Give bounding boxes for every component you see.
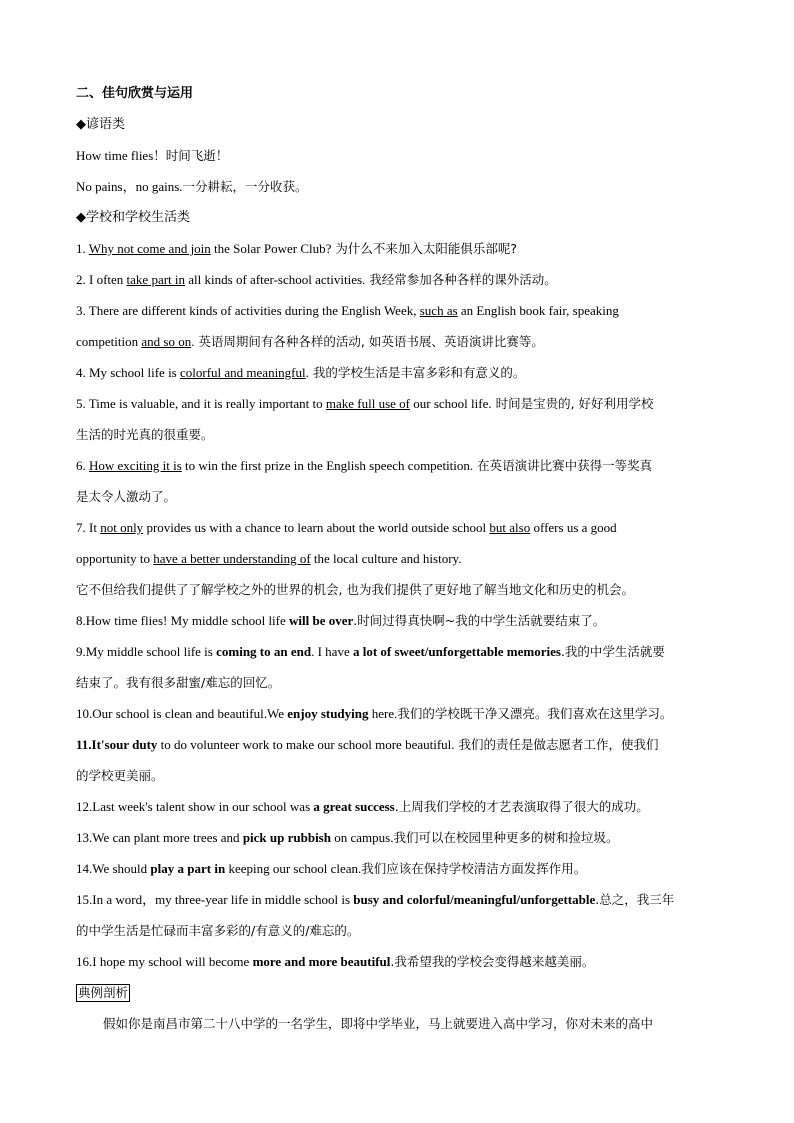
- sentence-4: 4. My school life is colorful and meaningful. 我的学校生活是丰富多彩和有意义的。: [76, 365, 526, 380]
- proverb-2: No pains，no gains.一分耕耘，一分收获。: [76, 179, 308, 194]
- sentence-11: 11.It'sour duty to do volunteer work to make our school more beautiful. 我们的责任是做志愿者工作，使我们: [76, 737, 659, 752]
- sentence-7-cont: opportunity to have a better understanding of the local culture and history.: [76, 551, 462, 566]
- document-page: [76, 78, 718, 1039]
- sentence-1: 1. Why not come and join the Solar Power Club? 为什么不来加入太阳能俱乐部呢?: [76, 241, 517, 256]
- sentence-3-cont: competition and so on. 英语周期间有各种各样的活动, 如英语书展、英语演讲比赛等。: [76, 334, 544, 349]
- sentence-9: 9.My middle school life is coming to an end. I have a lot of sweet/unforgettable memories.我的中学生活就要: [76, 644, 665, 659]
- sentence-6-zh-cont: 是太令人激动了。: [76, 489, 177, 504]
- sentence-10: 10.Our school is clean and beautiful.We enjoy studying here.我们的学校既干净又漂亮。我们喜欢在这里学习。: [76, 706, 673, 721]
- sentence-11-zh-cont: 的学校更美丽。: [76, 768, 164, 783]
- sentence-12: 12.Last week's talent show in our school was a great success.上周我们学校的才艺表演取得了很大的成功。: [76, 799, 649, 814]
- example-text: 假如你是南昌市第二十八中学的一名学生，即将中学毕业，马上就要进入高中学习，你对未来的高中: [103, 1016, 654, 1031]
- sentence-14: 14.We should play a part in keeping our school clean.我们应该在保持学校清洁方面发挥作用。: [76, 861, 587, 876]
- sentence-5-zh-cont: 生活的时光真的很重要。: [76, 427, 214, 442]
- sentence-2: 2. I often take part in all kinds of after-school activities. 我经常参加各种各样的课外活动。: [76, 272, 557, 287]
- category-proverbs: ◆谚语类: [76, 117, 125, 132]
- sentence-16: 16.I hope my school will become more and more beautiful.我希望我的学校会变得越来越美丽。: [76, 954, 595, 969]
- sentence-7: 7. It not only provides us with a chance to learn about the world outside school but also offers us a good: [76, 520, 617, 535]
- sentence-7-zh: 它不但给我们提供了了解学校之外的世界的机会, 也为我们提供了更好地了解当地文化和历史的机会。: [76, 582, 634, 597]
- sentence-3: 3. There are different kinds of activities during the English Week, such as an English book fair, speaking: [76, 303, 619, 318]
- example-label-row: [76, 977, 718, 1008]
- sentence-13: 13.We can plant more trees and pick up rubbish on campus.我们可以在校园里种更多的树和捡垃圾。: [76, 830, 619, 845]
- sentence-5: 5. Time is valuable, and it is really important to make full use of our school life. 时间是宝贵的, 好好利用学校: [76, 396, 654, 411]
- category-school-life: ◆学校和学校生活类: [76, 210, 190, 225]
- example-label: 典例剖析: [78, 985, 129, 1000]
- sentence-9-zh-cont: 结束了。我有很多甜蜜/难忘的回忆。: [76, 675, 281, 690]
- sentence-15: 15.In a word，my three-year life in middle school is busy and colorful/meaningful/unforgettable.总之，我三年: [76, 892, 675, 907]
- proverb-1: How time flies！时间飞逝！: [76, 148, 229, 163]
- sentence-6: 6. How exciting it is to win the first prize in the English speech competition. 在英语演讲比赛中获得一等奖真: [76, 458, 653, 473]
- section-title: 二、佳句欣赏与运用: [76, 86, 194, 101]
- sentence-15-zh-cont: 的中学生活是忙碌而丰富多彩的/有意义的/难忘的。: [76, 923, 360, 938]
- sentence-8: 8.How time flies! My middle school life will be over.时间过得真快啊~我的中学生活就要结束了。: [76, 613, 606, 628]
